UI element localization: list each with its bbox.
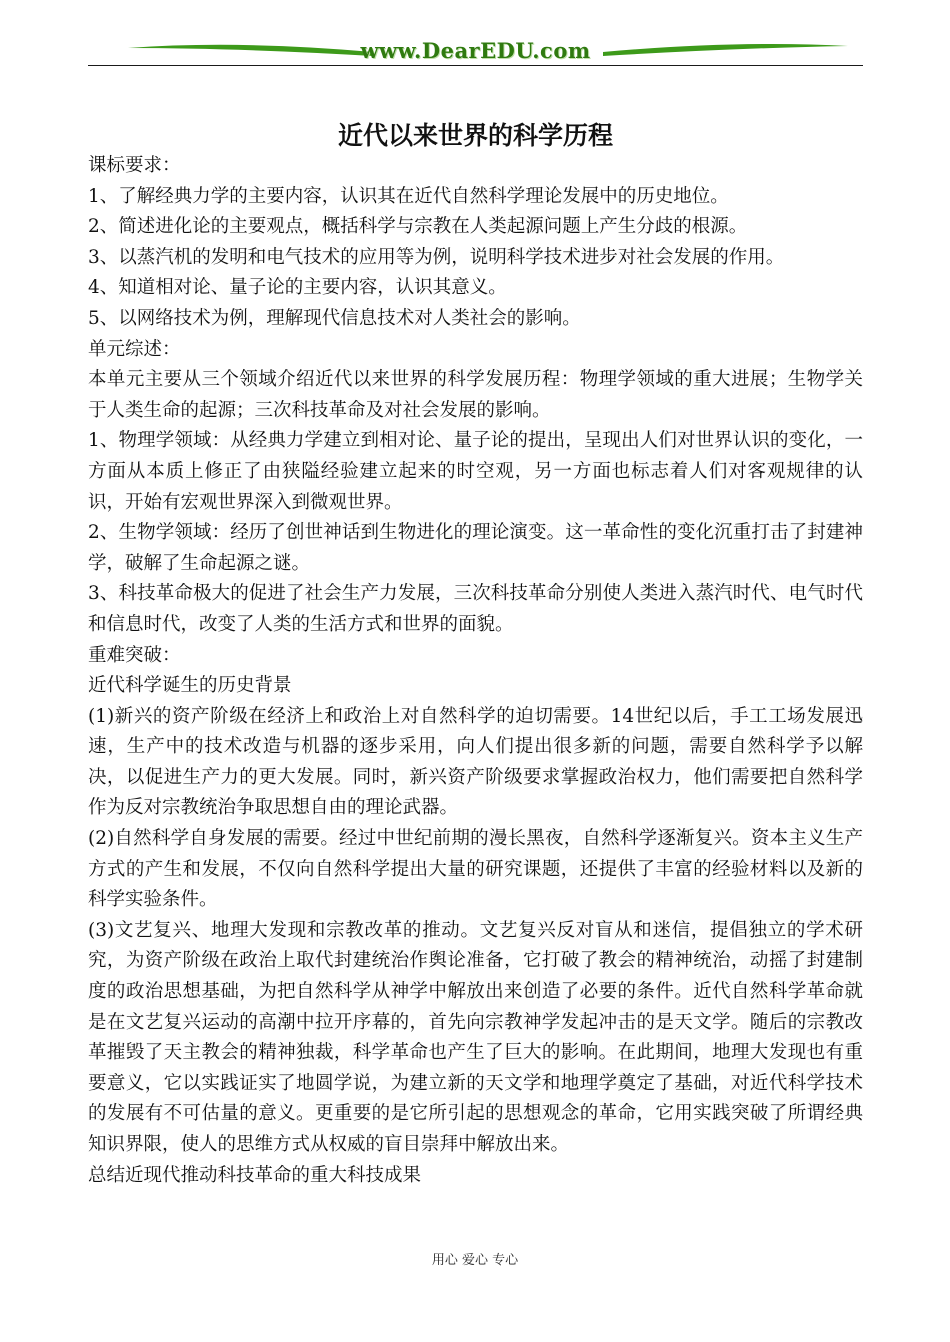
paragraph: (2)自然科学自身发展的需要。经过中世纪前期的漫长黑夜，自然科学逐渐复兴。资本主义生产方式的产生和发展，不仅向自然科学提出大量的研究课题，还提供了丰富的经验材料以及新的科学实验条件。 [88,828,863,911]
paragraph: 1、物理学领域：从经典力学建立到相对论、量子论的提出，呈现出人们对世界认识的变化，一方面从本质上修正了由狭隘经验建立起来的时空观，另一方面也标志着人们对客观规律的认识，开始有宏观世界深入到微观世界。 [88,430,863,513]
section-heading: 课标要求： [88,155,181,176]
paragraph: 4、知道相对论、量子论的主要内容，认识其意义。 [88,277,507,299]
paragraph: 本单元主要从三个领域介绍近代以来世界的科学发展历程：物理学领域的重大进展；生物学关于人类生命的起源；三次科技革命及对社会发展的影响。 [88,369,863,421]
paragraph: 3、以蒸汽机的发明和电气技术的应用等为例，说明科学技术进步对社会发展的作用。 [88,246,785,268]
document-title: 近代以来世界的科学历程 [337,121,613,150]
page-footer: 用心 爱心 专心 [431,1253,519,1268]
page-header [88,34,863,76]
section-heading: 重难突破： [88,644,181,666]
subsection-heading: 总结近现代推动科技革命的重大科技成果 [88,1164,422,1186]
paragraph: (1)新兴的资产阶级在经济上和政治上对自然科学的迫切需要。14世纪以后，手工工场发展迅速，生产中的技术改造与机器的逐步采用，向人们提出很多新的问题，需要自然科学予以解决，以促进生产力的更大发展。同时，新兴资产阶级要求掌握政治权力，他们需要把自然科学作为反对宗教统治争取思想自由的理论武器。 [88,705,863,819]
site-logo: www.DearEDU.com [360,38,591,63]
paragraph: 5、以网络技术为例，理解现代信息技术对人类社会的影响。 [88,307,581,329]
paragraph: 2、简述进化论的主要观点，概括科学与宗教在人类起源问题上产生分歧的根源。 [88,216,748,238]
paragraph: 3、科技革命极大的促进了社会生产力发展，三次科技革命分别使人类进入蒸汽时代、电气时代和信息时代，改变了人类的生活方式和世界的面貌。 [88,583,863,635]
document-body [88,151,863,1191]
paragraph: 1、了解经典力学的主要内容，认识其在近代自然科学理论发展中的历史地位。 [88,185,729,207]
section-heading: 单元综述： [88,338,181,360]
subsection-heading: 近代科学诞生的历史背景 [88,675,292,697]
header-rule [88,65,863,66]
paragraph: (3)文艺复兴、地理大发现和宗教改革的推动。文艺复兴反对盲从和迷信，提倡独立的学术研究，为资产阶级在政治上取代封建统治作舆论准备，它打破了教会的精神统治，动摇了封建制度的政治思想基础，为把自然科学从神学中解放出来创造了必要的条件。近代自然科学革命就是在文艺复兴运动的高潮中拉开序幕的，首先向宗教神学发起冲击的是天文学。随后的宗教改革摧毁了天主教会的精神独裁，科学革命也产生了巨大的影响。在此期间，地理大发现也有重要意义，它以实践证实了地圆学说，为建立新的天文学和地理学奠定了基础，对近代科学技术的发展有不可估量的意义。更重要的是它所引起的思想观念的革命，它用实践突破了所谓经典知识界限，使人的思维方式从权威的盲目崇拜中解放出来。 [88,919,863,1155]
paragraph: 2、生物学领域：经历了创世神话到生物进化的理论演变。这一革命性的变化沉重打击了封建神学，破解了生命起源之谜。 [88,522,863,574]
